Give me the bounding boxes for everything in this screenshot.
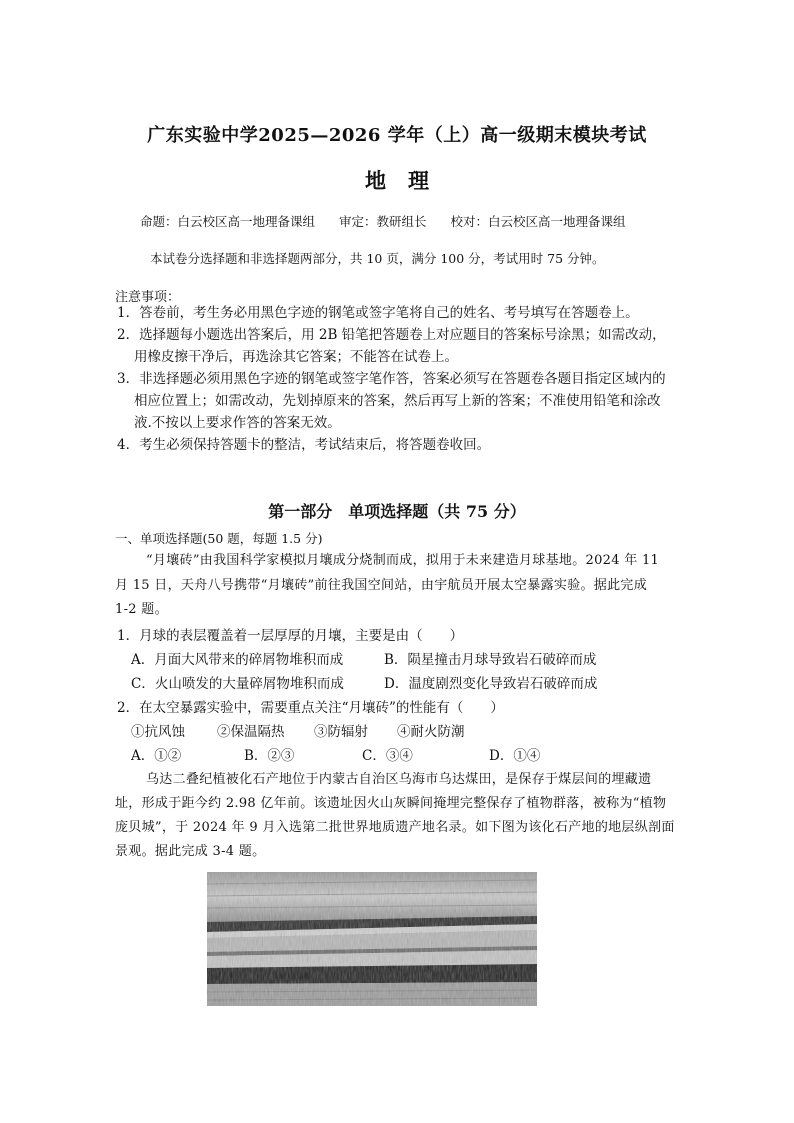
question-1-option-c: C．火山喷发的大量碎屑物堆积而成 (131, 676, 344, 692)
credit-proofreader: 校对：白云校区高一地理备课组 (450, 214, 626, 229)
exam-intro: 本试卷分选择题和非选择题两部分，共 10 页，满分 100 分，考试用时 75 分钟。 (150, 251, 605, 266)
rock-strata-photo-svg (207, 872, 537, 1006)
question-1-option-a: A．月面大风带来的碎屑物堆积而成 (131, 652, 344, 668)
notice-item-3-cont-2: 液.不按以上要求作答的答案无效。 (134, 415, 341, 431)
notice-heading: 注意事项： (115, 290, 181, 305)
material-1-line-1: “月壤砖”由我国科学家模拟月壤成分烧制而成，拟用于未来建造月球基地。2024 年 11 (146, 553, 660, 568)
credits-line (140, 212, 646, 230)
question-2-choice-4: ④耐火防潮 (397, 724, 465, 740)
material-1-line-2: 月 15 日，天舟八号携带“月壤砖”前往我国空间站，由宇航员开展太空暴露实验。据此完成 (115, 578, 647, 593)
question-1-option-d: D．温度剧烈变化导致岩石破碎而成 (384, 676, 598, 692)
notice-item-2: 2．选择题每小题选出答案后，用 2B 铅笔把答题卷上对应题目的答案标号涂黑；如需改动， (117, 327, 666, 343)
notice-item-1: 1．答卷前，考生务必用黑色字迹的钢笔或签字笔将自己的姓名、考号填写在答题卷上。 (117, 305, 639, 321)
notice-item-3: 3．非选择题必须用黑色字迹的钢笔或签字笔作答，答案必须写在答题卷各题目指定区域内的 (117, 371, 666, 387)
material-2-line-1: 乌达二叠纪植被化石产地位于内蒙古自治区乌海市乌达煤田，是保存于煤层间的埋藏遗 (146, 772, 652, 787)
question-1-option-b: B．陨星撞击月球导致岩石破碎而成 (384, 652, 597, 668)
credit-author: 命题：白云校区高一地理备课组 (140, 214, 316, 229)
material-1-line-3: 1-2 题。 (115, 602, 168, 617)
question-2-option-d: D．①④ (489, 748, 541, 764)
material-2-line-2: 址，形成于距今约 2.98 亿年前。该遗址因火山灰瞬间掩埋完整保存了植物群落，被称为“植物 (115, 796, 667, 811)
notice-list (117, 302, 677, 456)
notice-item-4: 4．考生必须保持答题卡的整洁，考试结束后，将答题卷收回。 (117, 437, 491, 453)
exam-title: 广东实验中学2025—2026 学年（上）高一级期末模块考试 (147, 125, 647, 146)
section-heading: 一、单项选择题(50 题，每题 1.5 分) (115, 531, 323, 546)
question-2-option-a: A．①② (131, 748, 182, 764)
question-2-choice-3: ③防辐射 (314, 724, 368, 740)
credit-reviewer: 审定：教研组长 (339, 214, 427, 229)
subject-title: 地理 (365, 168, 451, 193)
question-2-stem: 2．在太空暴露实验中，需要重点关注“月壤砖”的性能有（ ） (117, 700, 504, 716)
notice-item-2-cont: 用橡皮擦干净后，再选涂其它答案；不能答在试卷上。 (134, 349, 458, 365)
question-1-stem: 1．月球的表层覆盖着一层厚厚的月壤，主要是由（ ） (117, 628, 464, 644)
notice-item-3-cont-1: 相应位置上；如需改动，先划掉原来的答案，然后再写上新的答案；不准使用铅笔和涂改 (134, 393, 661, 409)
material-2-line-3: 庞贝城”，于 2024 年 9 月入选第二批世界地质遗产地名录。如下图为该化石产地的地层纵剖面 (115, 820, 675, 835)
question-2-choice-2: ②保温隔热 (217, 724, 285, 740)
rock-strata-photo (207, 872, 537, 1006)
question-2-option-c: C．③④ (362, 748, 413, 764)
question-2-choice-1: ①抗风蚀 (131, 724, 185, 740)
part-one-title: 第一部分 单项选择题（共 75 分） (268, 502, 526, 521)
question-2-option-b: B．②③ (244, 748, 295, 764)
material-2-line-4: 景观。据此完成 3-4 题。 (115, 844, 266, 859)
